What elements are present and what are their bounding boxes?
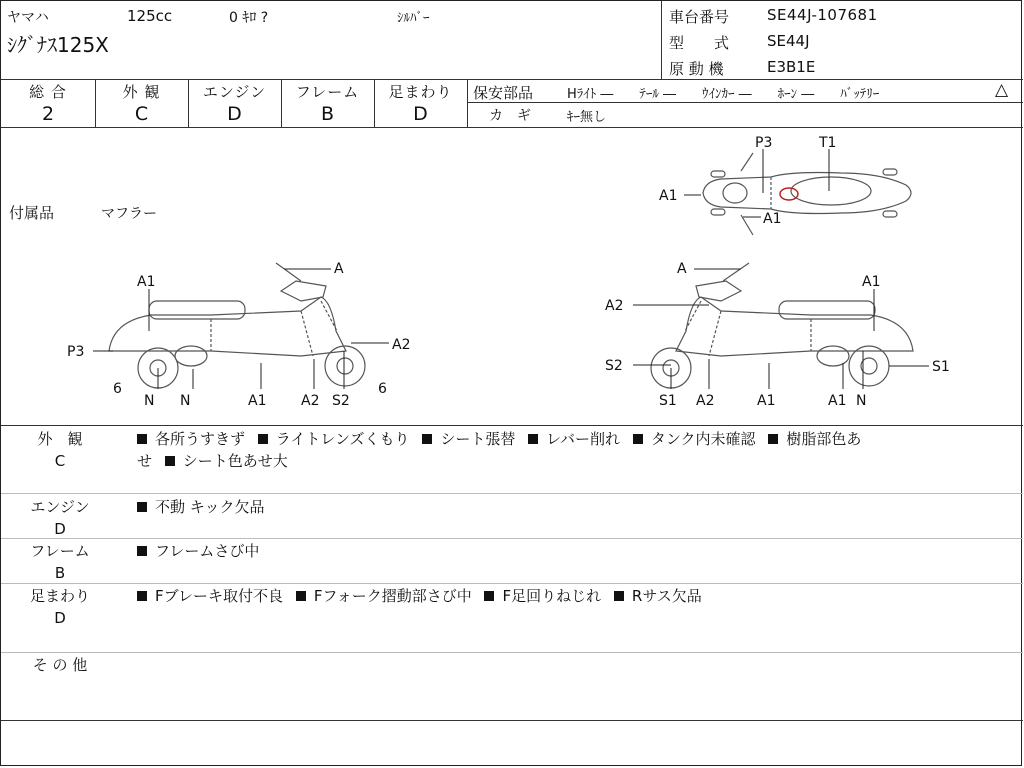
diagram-label: T1 [819, 135, 837, 151]
grade-label: 足まわり [388, 83, 453, 101]
section-other-label [1, 654, 119, 676]
scooter-diagrams [1, 128, 1023, 425]
section-exterior-label [1, 428, 119, 472]
section-frame-remarks: フレームさび中 [137, 540, 259, 562]
grade-frame [281, 81, 374, 125]
diagram-label: A2 [605, 298, 624, 314]
section-title: エンジン [30, 498, 90, 516]
grade-value: D [413, 103, 428, 125]
grade-exterior [95, 81, 188, 125]
section-frame-label [1, 540, 119, 584]
grade-label: エンジン [202, 83, 267, 101]
damage-mark-icon [780, 188, 798, 200]
diagram-label: A2 [392, 337, 411, 353]
key-value: ｷｰ無し [567, 110, 607, 125]
section-grade: C [54, 452, 66, 470]
grade-suspension [374, 81, 467, 125]
grade-value: 2 [41, 103, 55, 125]
diagram-label: A [677, 261, 687, 277]
section-grade: B [54, 564, 66, 582]
safety-label: 保安部品 [473, 84, 534, 102]
grade-overall [1, 81, 95, 125]
diagram-label: P3 [755, 135, 773, 151]
engine-label: 原 動 機 [669, 60, 724, 78]
diagram-label: A1 [763, 211, 782, 227]
key-label: カ ギ [489, 108, 531, 124]
grade-label: 総 合 [29, 83, 67, 101]
scooter-top-view [703, 153, 911, 235]
diagram-label: A1 [862, 274, 881, 290]
accessories-label: 付属品 [9, 204, 55, 222]
grade-label: フレーム [295, 83, 360, 101]
mileage: 0 ｷﾛ ? [229, 10, 269, 26]
diagram-label: A [334, 261, 344, 277]
diagram-label: P3 [67, 344, 85, 360]
grade-value: C [134, 103, 149, 125]
diagram-label: S2 [332, 393, 350, 409]
grade-value: D [227, 103, 242, 125]
diagram-label: A2 [301, 393, 320, 409]
maker: ヤマハ [7, 10, 49, 26]
section-suspension-remarks: Fブレーキ取付不良 Fフォーク摺動部さび中 F足回りねじれ Rサス欠品 [137, 585, 702, 607]
section-exterior-remarks: 各所うすきず ライトレンズくもり シート張替 レバー削れ タンク内未確認 樹脂部色あ せ シート色あせ大 [137, 430, 862, 470]
diagram-label: 6 [378, 381, 387, 397]
grade-value: B [320, 103, 335, 125]
section-engine-label [1, 496, 119, 540]
diagram-label: N [856, 393, 867, 409]
diagram-label: S1 [932, 359, 950, 375]
diagram-label: N [144, 393, 155, 409]
diagram-label: A1 [659, 188, 678, 204]
diagram-label: A1 [828, 393, 847, 409]
section-title: 外 観 [37, 430, 83, 448]
section-grade: D [54, 609, 66, 627]
diagram-label: N [180, 393, 191, 409]
diagram-label: A2 [696, 393, 715, 409]
grade-label: 外 観 [122, 83, 161, 101]
diagram-label: S1 [659, 393, 677, 409]
leader-lines [93, 149, 929, 389]
safety-items: Hﾗｲﾄ ― ﾃｰﾙ ― ｳｲﾝｶｰ ― ﾎｰﾝ ― ﾊﾞｯﾃﾘｰ [567, 87, 880, 102]
color: ｼﾙﾊﾞｰ [397, 11, 430, 26]
frame-no: SE44J-107681 [767, 6, 878, 24]
diagram-label: A1 [757, 393, 776, 409]
section-title: 足まわり [29, 587, 90, 605]
section-grade: D [54, 520, 66, 538]
grade-engine [188, 81, 281, 125]
diagram-label: A1 [248, 393, 267, 409]
type-label: 型 式 [669, 34, 730, 52]
section-title: そ の 他 [32, 656, 88, 674]
battery-triangle-icon: △ [995, 80, 1009, 100]
section-title: フレーム [30, 542, 90, 560]
engine-value: E3B1E [767, 58, 816, 76]
model-name: ｼｸﾞﾅｽ125X [7, 33, 109, 57]
diagram-label: 6 [113, 381, 122, 397]
type-value: SE44J [767, 32, 810, 50]
diagram-label: A1 [137, 274, 156, 290]
section-suspension-label [1, 585, 119, 629]
section-engine-remarks: 不動 キック欠品 [137, 496, 264, 518]
diagram-label: S2 [605, 358, 623, 374]
displacement: 125cc [127, 7, 173, 25]
accessories-value: マフラー [101, 206, 157, 222]
frame-no-label: 車台番号 [669, 8, 730, 26]
